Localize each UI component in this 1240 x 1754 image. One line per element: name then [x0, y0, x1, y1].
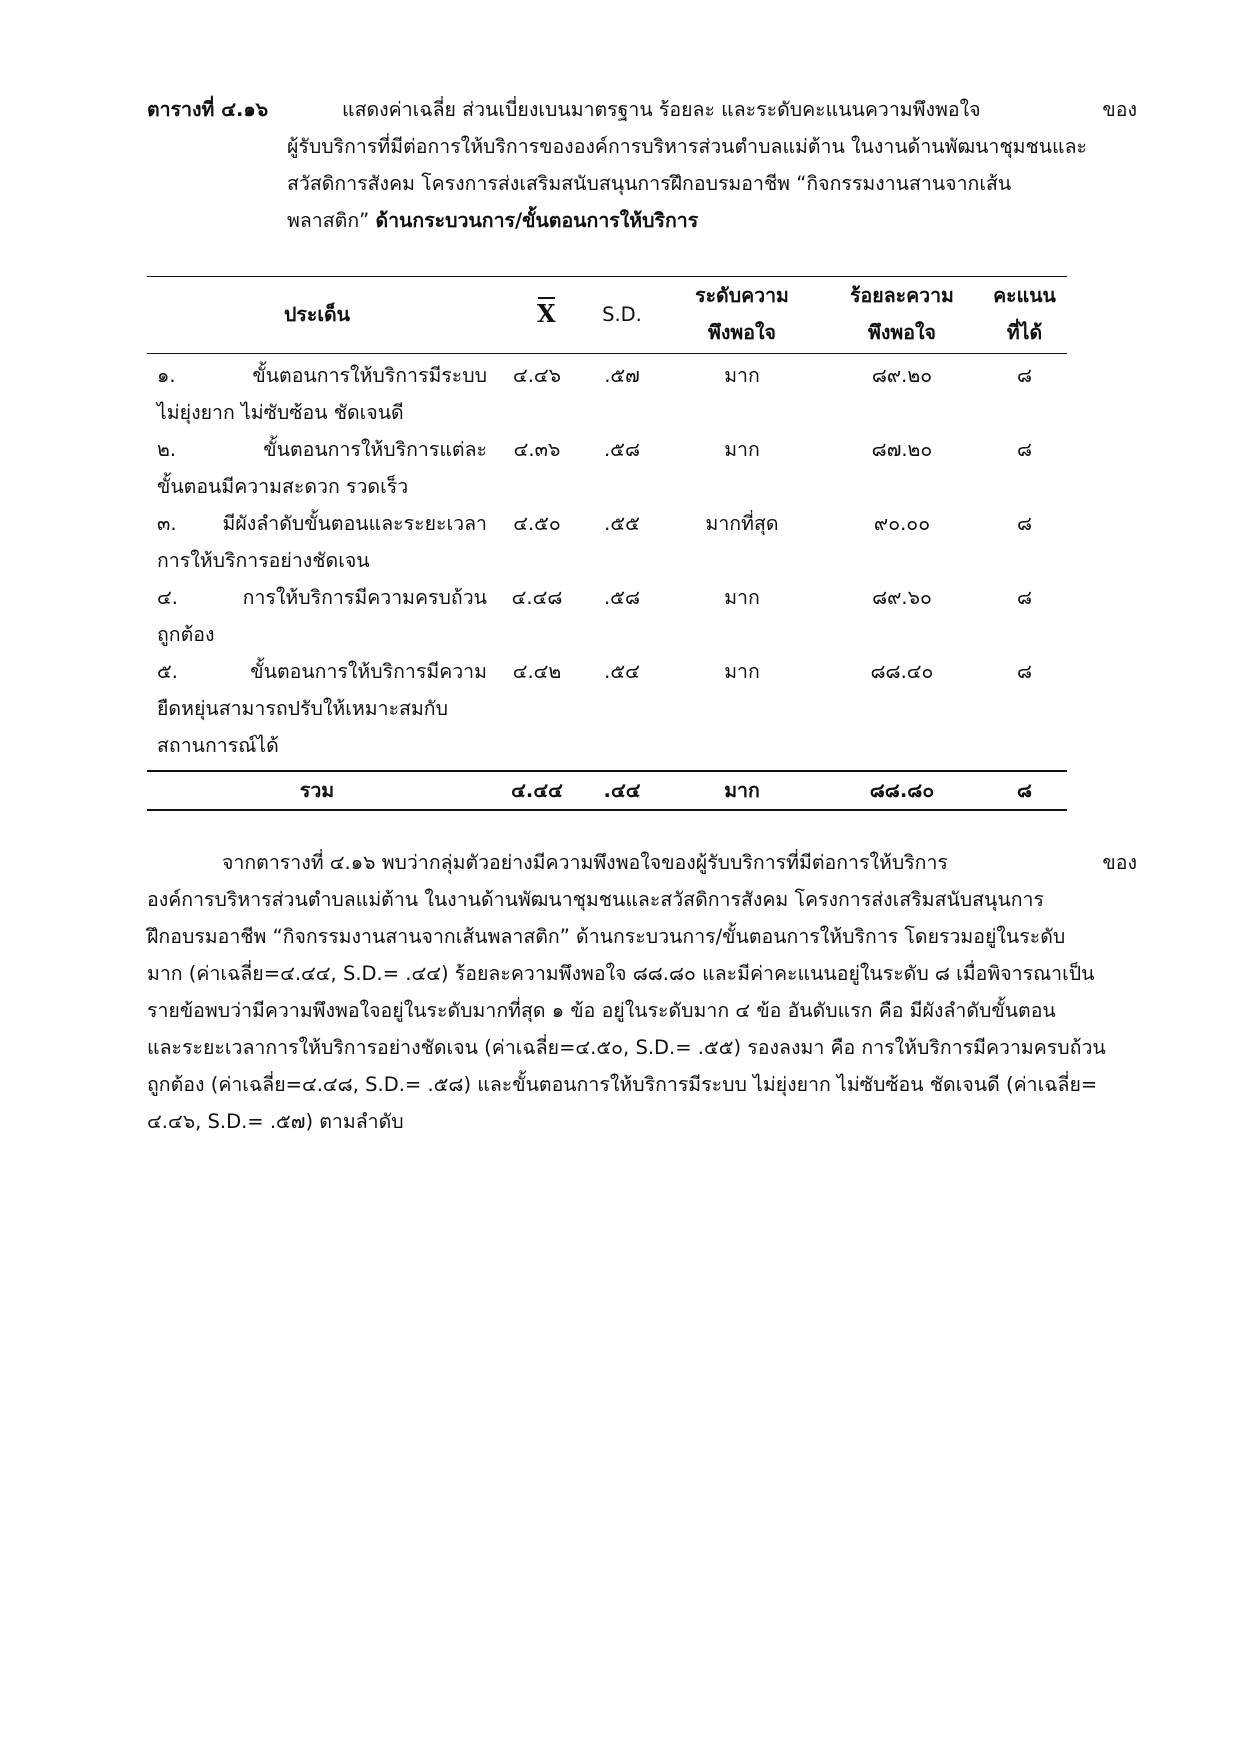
caption-line-1 [342, 92, 1137, 128]
row-level: มาก [724, 586, 760, 609]
row-number: ๒. [157, 438, 177, 461]
row-mean: ๔.๔๘ [511, 586, 563, 609]
row-mean: ๔.๔๒ [512, 660, 562, 683]
row-percent: ๘๙.๖๐ [872, 586, 932, 609]
header-level-line-1: ระดับความ [695, 284, 789, 307]
paragraph-line-8: ๔.๔๖, S.D.= .๕๗) ตามลำดับ [147, 1110, 404, 1133]
paragraph-line-4: มาก (ค่าเฉลี่ย=๔.๔๔, S.D.= .๔๔) ร้อยละความพึงพอใจ ๘๘.๘๐ และมีค่าคะแนนอยู่ในระดับ ๘ เมื่อพิจารณาเป็น [147, 962, 1095, 985]
header-mean-symbol: X [537, 296, 556, 332]
row-sd: .๕๔ [604, 660, 640, 683]
row-score: ๘ [1016, 438, 1033, 461]
paragraph-line-5: รายข้อพบว่ามีความพึงพอใจอยู่ในระดับมากที่สุด ๑ ข้อ อยู่ในระดับมาก ๔ ข้อ อันดับแรก คือ มีผังลำดับขั้นตอน [147, 999, 1056, 1022]
row-topic-line-1: การให้บริการมีความครบถ้วน [242, 586, 487, 609]
row-topic [157, 653, 487, 764]
caption-line-1-text: แสดงค่าเฉลี่ย ส่วนเบี่ยงเบนมาตรฐาน ร้อยละ และระดับคะแนนความพึงพอใจ [342, 98, 981, 121]
paragraph-line-2: องค์การบริหารส่วนตำบลแม่ต้าน ในงานด้านพัฒนาชุมชนและสวัสดิการสังคม โครงการส่งเสริมสนับสนุนการ [147, 888, 1044, 911]
paragraph-line-1-text: จากตารางที่ ๔.๑๖ พบว่ากลุ่มตัวอย่างมีความพึงพอใจของผู้รับบริการที่มีต่อการให้บริการ [222, 851, 948, 874]
row-mean: ๔.๔๖ [512, 364, 562, 387]
table-number: ตารางที่ ๔.๑๖ [147, 98, 269, 121]
total-label: รวม [299, 779, 335, 802]
caption-line-1-end: ของ [1102, 98, 1137, 121]
header-score-line-1: คะแนน [993, 284, 1056, 307]
paragraph-line-6: และระยะเวลาการให้บริการอย่างชัดเจน (ค่าเฉลี่ย=๔.๕๐, S.D.= .๕๕) รองลงมา คือ การให้บริการมีความครบถ้วน [147, 1036, 1106, 1059]
row-level: มาก [724, 364, 760, 387]
paragraph-line-3: ฝึกอบรมอาชีพ “กิจกรรมงานสานจากเส้นพลาสติก” ด้านกระบวนการ/ขั้นตอนการให้บริการ โดยรวมอยู่ในระดับ [147, 925, 1066, 948]
table-bottom-rule [147, 809, 1067, 811]
paragraph-line-1 [222, 845, 1137, 881]
row-score: ๘ [1016, 586, 1033, 609]
caption-line-4-text: พลาสติก” [287, 209, 370, 232]
row-sd: .๕๗ [604, 364, 640, 387]
row-topic-line-2: การให้บริการอย่างชัดเจน [157, 549, 370, 572]
header-percent-line-1: ร้อยละความ [850, 284, 954, 307]
row-topic [157, 357, 487, 431]
row-level: มากที่สุด [705, 512, 779, 535]
row-number: ๓. [157, 512, 177, 535]
row-sd: .๕๘ [603, 586, 640, 609]
row-topic-line-2: ไม่ยุ่งยาก ไม่ซับซ้อน ชัดเจนดี [157, 401, 404, 424]
caption-line-3: สวัสดิการสังคม โครงการส่งเสริมสนับสนุนการฝึกอบรมอาชีพ “กิจกรรมงานสานจากเส้น [287, 172, 1012, 195]
row-mean: ๔.๓๖ [513, 438, 561, 461]
row-number: ๔. [157, 586, 178, 609]
row-topic-line-1: ขั้นตอนการให้บริการมีระบบ [252, 364, 487, 387]
header-sd: S.D. [602, 303, 642, 326]
row-topic-line-2: ถูกต้อง [157, 623, 215, 646]
caption-line-4-bold: ด้านกระบวนการ/ขั้นตอนการให้บริการ [375, 209, 699, 232]
row-score: ๘ [1016, 512, 1033, 535]
total-mean: ๔.๔๔ [511, 779, 563, 802]
row-percent: ๘๘.๔๐ [870, 660, 934, 683]
row-number: ๕. [157, 660, 178, 683]
row-topic-line-3: สถานการณ์ได้ [157, 734, 279, 757]
row-topic-line-1: ขั้นตอนการให้บริการมีความ [250, 660, 487, 683]
row-level: มาก [724, 660, 760, 683]
row-topic-line-2: ยืดหยุ่นสามารถปรับให้เหมาะสมกับ [157, 697, 448, 720]
row-percent: ๘๗.๒๐ [871, 438, 933, 461]
header-percent-line-2: พึงพอใจ [868, 321, 936, 344]
table-header-rule [147, 353, 1067, 354]
row-topic-line-1: มีผังลำดับขั้นตอนและระยะเวลา [222, 512, 487, 535]
total-level: มาก [724, 779, 760, 802]
header-score-line-2: ที่ได้ [1006, 321, 1043, 344]
row-topic-line-1: ขั้นตอนการให้บริการแต่ละ [263, 438, 487, 461]
paragraph-line-7: ถูกต้อง (ค่าเฉลี่ย=๔.๔๘, S.D.= .๕๘) และขั้นตอนการให้บริการมีระบบ ไม่ยุ่งยาก ไม่ซับซ้อน ชัดเจนดี (ค่าเฉลี่ย= [147, 1073, 1098, 1096]
row-sd: .๕๕ [604, 512, 640, 535]
row-mean: ๔.๕๐ [513, 512, 561, 535]
header-level-line-2: พึงพอใจ [708, 321, 776, 344]
total-score: ๘ [1016, 779, 1033, 802]
total-percent: ๘๘.๘๐ [869, 779, 935, 802]
table-top-rule [147, 276, 1067, 277]
row-percent: ๙๐.๐๐ [873, 512, 931, 535]
row-percent: ๘๙.๒๐ [871, 364, 933, 387]
row-topic [157, 505, 487, 579]
caption-line-2: ผู้รับบริการที่มีต่อการให้บริการขององค์การบริหารส่วนตำบลแม่ต้าน ในงานด้านพัฒนาชุมชนและ [287, 135, 1088, 158]
header-topic: ประเด็น [284, 303, 350, 326]
row-level: มาก [724, 438, 760, 461]
row-topic [157, 431, 487, 505]
total-sd: .๔๔ [603, 779, 641, 802]
row-topic [157, 579, 487, 653]
row-sd: .๕๘ [603, 438, 640, 461]
row-number: ๑. [157, 364, 176, 387]
row-score: ๘ [1016, 660, 1033, 683]
row-score: ๘ [1016, 364, 1033, 387]
paragraph-line-1-end: ของ [1102, 851, 1137, 874]
caption-line-4 [287, 203, 698, 239]
row-topic-line-2: ขั้นตอนมีความสะดวก รวดเร็ว [157, 475, 409, 498]
